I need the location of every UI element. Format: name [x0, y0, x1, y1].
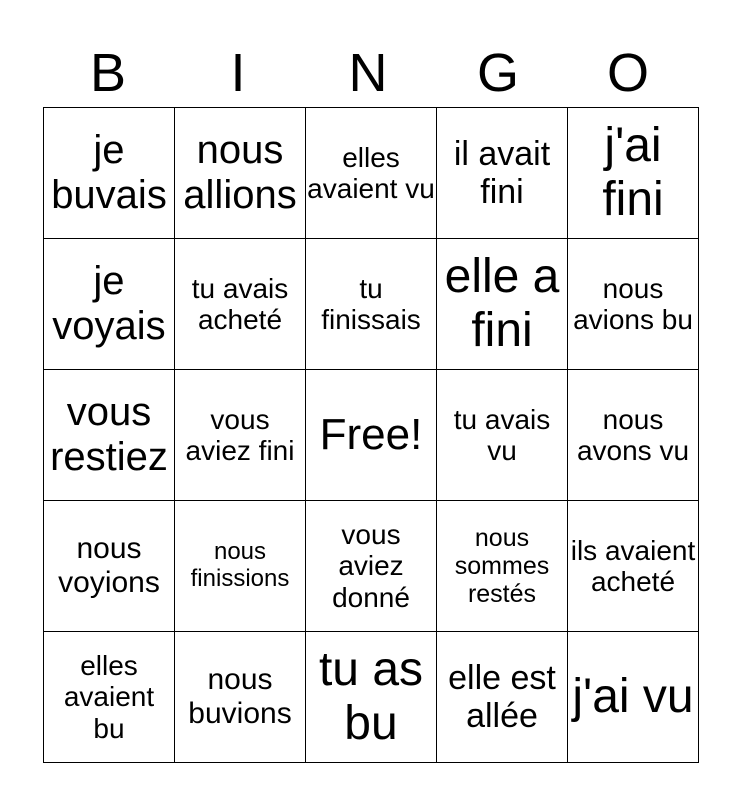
bingo-cell[interactable] [568, 239, 699, 370]
header-letter-o: O [606, 43, 649, 103]
cell-text: elle a fini [444, 250, 560, 357]
cell-text: tu finissais [321, 272, 421, 335]
free-space-label: Free! [319, 410, 423, 460]
header-letter-b: B [89, 43, 127, 103]
bingo-cell[interactable] [568, 370, 699, 501]
bingo-cell[interactable] [175, 501, 306, 632]
cell-text: je buvais [51, 128, 167, 217]
cell-text: nous allions [183, 128, 297, 217]
bingo-cell[interactable] [44, 501, 175, 632]
cell-text: vous restiez [50, 390, 168, 479]
bingo-cell[interactable] [175, 239, 306, 370]
bingo-cell[interactable] [437, 108, 568, 239]
cell-text: tu as bu [318, 643, 424, 750]
bingo-cell[interactable] [437, 501, 568, 632]
board-row [44, 632, 699, 763]
cell-text: ils avaient acheté [570, 534, 696, 597]
cell-text: elles avaient vu [307, 141, 435, 204]
header-letter-g: G [476, 43, 519, 103]
cell-text: tu avais acheté [191, 272, 289, 335]
cell-text: nous avions bu [573, 272, 693, 335]
free-space[interactable] [306, 370, 437, 501]
cell-text: j'ai fini [602, 119, 664, 226]
cell-text: tu avais vu [453, 403, 551, 466]
bingo-cell[interactable] [306, 239, 437, 370]
cell-text: je voyais [52, 259, 166, 348]
bingo-cell[interactable] [44, 632, 175, 763]
board-row [44, 108, 699, 239]
cell-text: nous sommes restés [454, 524, 550, 608]
bingo-cell[interactable] [175, 632, 306, 763]
bingo-cell[interactable] [175, 108, 306, 239]
board-row [44, 370, 699, 501]
cell-text: il avait fini [453, 134, 551, 211]
header-letter-i: I [230, 43, 246, 103]
bingo-cell[interactable] [437, 370, 568, 501]
bingo-cell[interactable] [437, 239, 568, 370]
cell-text: vous aviez fini [185, 403, 295, 466]
cell-text: nous finissions [190, 538, 290, 592]
bingo-cell[interactable] [306, 632, 437, 763]
bingo-cell[interactable] [44, 108, 175, 239]
bingo-cell[interactable] [568, 108, 699, 239]
board-row [44, 239, 699, 370]
board-row [44, 501, 699, 632]
bingo-cell[interactable] [437, 632, 568, 763]
bingo-cell[interactable] [568, 501, 699, 632]
bingo-cell[interactable] [306, 108, 437, 239]
cell-text: nous avons vu [576, 403, 690, 466]
bingo-cell[interactable] [44, 370, 175, 501]
bingo-board [43, 107, 699, 763]
cell-text: j'ai vu [572, 670, 694, 724]
cell-text: nous voyions [58, 532, 160, 599]
bingo-cell[interactable] [306, 501, 437, 632]
bingo-cell[interactable] [44, 239, 175, 370]
bingo-cell[interactable] [568, 632, 699, 763]
cell-text: vous aviez donné [332, 518, 410, 613]
cell-text: nous buvions [188, 663, 292, 730]
bingo-header [43, 38, 693, 108]
header-letter-n: N [348, 43, 388, 103]
bingo-cell[interactable] [175, 370, 306, 501]
cell-text: elles avaient bu [63, 649, 155, 744]
cell-text: elle est allée [448, 658, 556, 735]
